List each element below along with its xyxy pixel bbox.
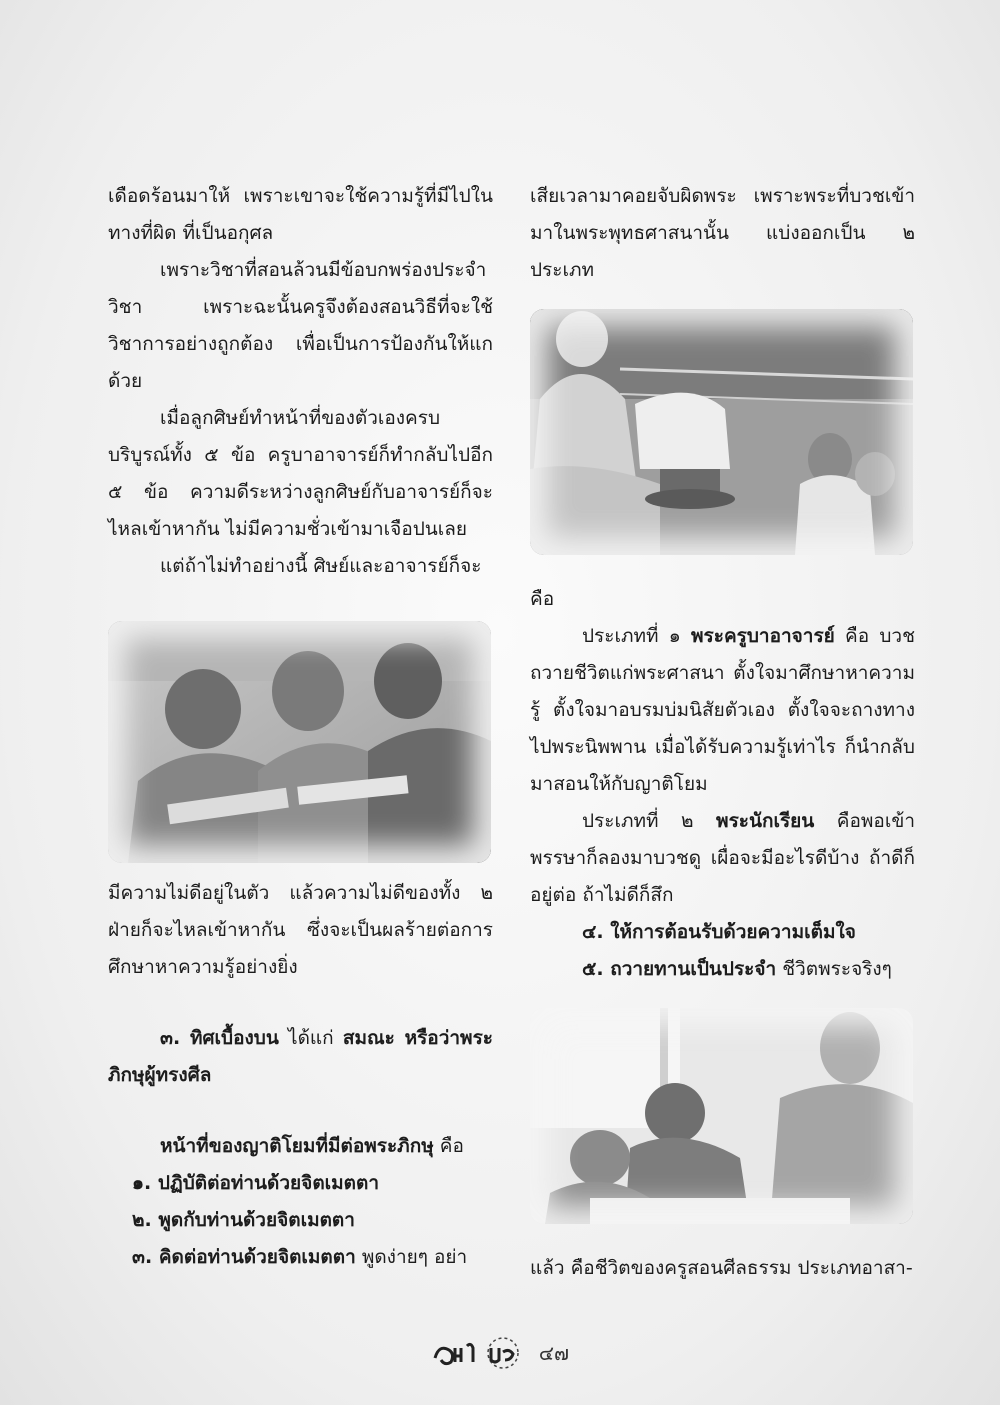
duty-list (108, 1165, 493, 1276)
paragraph: เสียเวลามาคอยจับผิดพระ เพราะพระที่บวชเข้ามาในพระพุทธศาสนานั้น แบ่งออกเป็น ๒ ประเภท (530, 185, 915, 281)
type-one-paragraph (530, 618, 915, 803)
type-text: คือ บวชถวายชีวิตแก่พระศาสนา ตั้งใจมาศึกษาหาความรู้ ตั้งใจมาอบรมบ่มนิสัยตัวเอง ตั้งใจจะถางทางไปพระนิพพาน เมื่อได้รับความรู้เท่าไร ก็นำกลับมาสอนให้กับญาติโยม (530, 625, 915, 795)
paragraph: เดือดร้อนมาให้ เพราะเขาจะใช้ความรู้ที่มีไปในทางที่ผิด ที่เป็นอกุศล (108, 185, 493, 244)
monks-reading-image (530, 1008, 913, 1224)
list-item (530, 914, 915, 951)
list-item (108, 1202, 493, 1239)
duty-heading (108, 1128, 493, 1165)
section-text: ได้แก่ (278, 1027, 343, 1049)
list-item (530, 951, 915, 988)
paragraph: แล้ว คือชีวิตของครูสอนศีลธรรม ประเภทอาสา- (530, 1257, 913, 1279)
type-text: คือพอเข้าพรรษาก็ลองมาบวชดู เผื่อจะมีอะไรดีบ้าง ถ้าดีก็อยู่ต่อ ถ้าไม่ดีก็สึก (530, 810, 915, 906)
list-item-bold: ๕. ถวายทานเป็นประจำ (582, 958, 777, 980)
type-title: พระนักเรียน (716, 810, 815, 832)
page-number: ๔๗ (538, 1341, 570, 1365)
right-column (530, 178, 915, 1287)
monk-statue-image (530, 309, 913, 555)
list-item-text: ชีวิตพระจริงๆ (776, 958, 892, 980)
paragraph: เพราะวิชาที่สอนล้วนมีข้อบกพร่องประจำวิชา เพราะฉะนั้นครูจึงต้องสอนวิธีที่จะใช้วิชาการอย่างถูกต้อง เพื่อเป็นการป้องกันให้แกด้วย (108, 259, 493, 392)
list-item-bold: ๔. ให้การต้อนรับด้วยความเต็มใจ (582, 921, 856, 943)
type-title: พระครูบาอาจารย์ (691, 625, 835, 647)
monks-studying-image (108, 621, 491, 863)
type-two-paragraph (530, 803, 915, 914)
list-item-text: พูดง่ายๆ อย่า (355, 1246, 468, 1268)
monks-studying-photo (108, 621, 491, 863)
section-heading (108, 1020, 493, 1094)
duty-tail: คือ (433, 1135, 464, 1157)
type-prefix: ประเภทที่ ๒ (582, 810, 717, 832)
section-bold-text: สมณะ หรือว่าพระภิกษุผู้ทรงศีล (108, 1027, 493, 1086)
list-item-bold: ๑. ปฏิบัติต่อท่านด้วยจิตเมตตา (132, 1172, 380, 1194)
monk-statue-photo (530, 309, 913, 555)
type-prefix: ประเภทที่ ๑ (582, 625, 692, 647)
list-item (108, 1239, 493, 1276)
paragraph: มีความไม่ดีอยู่ในตัว แล้วความไม่ดีของทั้ง ๒ ฝ่ายก็จะไหลเข้าหากัน ซึ่งจะเป็นผลร้ายต่อการศึกษาหาความรู้อย่างยิ่ง (108, 882, 493, 978)
magazine-logo-icon (431, 1336, 531, 1370)
duty-title: หน้าที่ของญาติโยมที่มีต่อพระภิกษุ (160, 1135, 434, 1157)
left-column (108, 178, 493, 1276)
list-item-bold: ๒. พูดกับท่านด้วยจิตเมตตา (132, 1209, 355, 1231)
page-footer (0, 1336, 1000, 1370)
paragraph: คือ (530, 588, 555, 610)
list-item-bold: ๓. คิดต่อท่านด้วยจิตเมตตา (132, 1246, 356, 1268)
paragraph: แต่ถ้าไม่ทำอย่างนี้ ศิษย์และอาจารย์ก็จะ (160, 555, 482, 577)
monks-reading-photo (530, 1008, 913, 1224)
list-item (108, 1165, 493, 1202)
section-title: ๓. ทิศเบื้องบน (160, 1027, 279, 1049)
paragraph: เมื่อลูกศิษย์ทำหน้าที่ของตัวเองครบบริบูรณ์ทั้ง ๕ ข้อ ครูบาอาจารย์ก็ทำกลับไปอีก ๕ ข้อ ความดีระหว่างลูกศิษย์กับอาจารย์ก็จะไหลเข้าหากัน ไม่มีความชั่วเข้ามาเจือปนเลย (108, 407, 493, 540)
